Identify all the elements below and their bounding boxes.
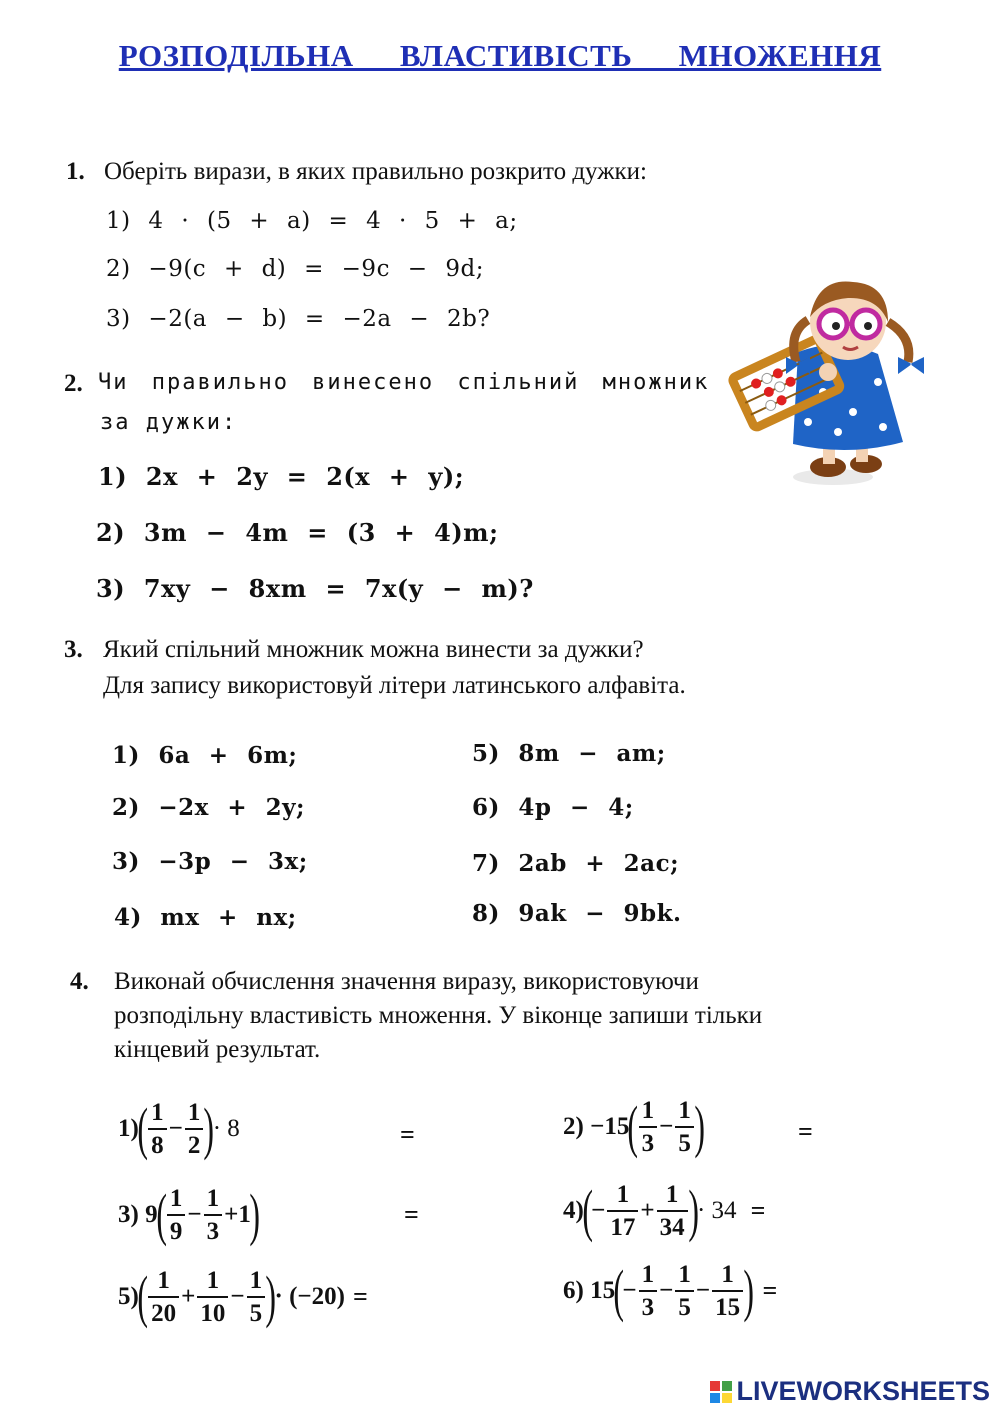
numerator: 1: [169, 1185, 183, 1212]
logo-text: LIVEWORKSHEETS: [736, 1376, 990, 1406]
answer-field-2[interactable]: =: [798, 1117, 813, 1146]
operator: +: [640, 1197, 655, 1224]
logo-square: [722, 1393, 732, 1403]
denominator: 5: [675, 1290, 694, 1320]
fraction: [639, 1098, 658, 1156]
answer-field-4[interactable]: =: [750, 1196, 766, 1225]
q4-text-line3: кінцевий результат.: [114, 1036, 321, 1063]
right-paren: ): [265, 1264, 277, 1329]
fraction: [657, 1182, 688, 1240]
expr5-label: 5): [118, 1283, 139, 1310]
expr3-label: 3) 9: [118, 1201, 158, 1228]
right-paren: ): [249, 1182, 260, 1247]
denominator: 3: [639, 1126, 658, 1156]
answer-field-5[interactable]: =: [352, 1282, 368, 1311]
q3-item-4: 4) mx + nx;: [114, 904, 297, 931]
logo-icon: [710, 1381, 732, 1403]
logo-square: [710, 1393, 720, 1403]
operator: −: [695, 1277, 711, 1304]
right-paren: ): [203, 1096, 215, 1161]
q1-item-2: 2) −9(c + d) = −9c − 9d;: [106, 256, 484, 282]
q3-text-line2: Для запису використовуй літери латинського алфавіта.: [103, 672, 686, 699]
liveworksheets-logo[interactable]: [710, 1376, 990, 1407]
left-paren: (: [137, 1096, 148, 1161]
denominator: 3: [204, 1214, 223, 1244]
fraction: [639, 1262, 658, 1320]
q2-item-1: 1) 2x + 2y = 2(x + y);: [98, 462, 465, 491]
denominator: 2: [185, 1128, 204, 1158]
operator: −: [168, 1115, 183, 1142]
q3-item-8: 8) 9ak − 9bk.: [472, 900, 682, 927]
q3-item-1: 1) 6a + 6m;: [112, 742, 298, 769]
answer-field-6[interactable]: =: [762, 1276, 778, 1305]
numerator: 1: [641, 1261, 655, 1288]
numerator: 1: [641, 1097, 655, 1124]
q4-expression-1: [118, 1096, 240, 1161]
q3-item-6: 6) 4p − 4;: [472, 794, 634, 821]
denominator: 9: [167, 1214, 186, 1244]
minus-sign: −: [591, 1197, 606, 1224]
numerator: 1: [678, 1097, 691, 1124]
numerator: 1: [206, 1267, 220, 1294]
fraction: [204, 1186, 223, 1244]
fraction: [185, 1100, 204, 1158]
q4-expression-2: [563, 1094, 705, 1159]
numerator: 1: [678, 1261, 691, 1288]
answer-field-1[interactable]: =: [400, 1120, 415, 1149]
q3-item-5: 5) 8m − am;: [472, 740, 666, 767]
fraction: [167, 1186, 186, 1244]
q4-expression-6: [563, 1258, 778, 1323]
operator: −: [230, 1283, 245, 1310]
numerator: 1: [721, 1261, 734, 1288]
page-title: РОЗПОДІЛЬНА ВЛАСТИВІСТЬ МНОЖЕННЯ: [118, 38, 882, 73]
fraction: [247, 1268, 266, 1326]
denominator: 34: [657, 1210, 688, 1240]
fraction: [675, 1262, 694, 1320]
denominator: 5: [675, 1126, 694, 1156]
fraction: [148, 1268, 179, 1326]
left-paren: (: [627, 1094, 639, 1159]
expr1-label: 1): [118, 1115, 139, 1142]
fraction: [148, 1100, 167, 1158]
fraction: [607, 1182, 638, 1240]
answer-field-3[interactable]: =: [404, 1200, 419, 1229]
numerator: 1: [616, 1181, 630, 1208]
girl-with-abacus-illustration: [728, 262, 943, 487]
right-paren: ): [694, 1094, 705, 1159]
denominator: 5: [247, 1296, 266, 1326]
expr6-label: 6) 15: [563, 1277, 616, 1304]
left-paren: (: [137, 1264, 148, 1329]
q4-number: 4.: [70, 968, 89, 995]
fraction: [197, 1268, 228, 1326]
operator: −: [659, 1113, 674, 1140]
fraction: [712, 1262, 743, 1320]
denominator: 10: [197, 1296, 228, 1326]
q2-item-3: 3) 7xy − 8xm = 7x(y − m)?: [96, 574, 534, 603]
expr4-tail: · 34: [696, 1197, 737, 1224]
q1-item-3: 3) −2(a − b) = −2a − 2b?: [106, 306, 491, 332]
q3-number: 3.: [64, 636, 83, 663]
operator: +: [181, 1283, 196, 1310]
q2-text-line1: Чи правильно винесено спільний множник: [98, 370, 710, 395]
left-paren: (: [613, 1258, 625, 1323]
numerator: 1: [206, 1185, 220, 1212]
numerator: 1: [249, 1267, 263, 1294]
logo-square: [710, 1381, 720, 1391]
fraction: [675, 1098, 694, 1156]
expr3-tail: +1: [224, 1201, 251, 1228]
expr5-tail: · (−20): [274, 1283, 345, 1310]
expr1-tail: · 8: [212, 1115, 240, 1142]
denominator: 3: [639, 1290, 658, 1320]
q2-number: 2.: [64, 370, 83, 397]
operator: −: [659, 1277, 674, 1304]
denominator: 17: [607, 1210, 638, 1240]
right-paren: ): [743, 1258, 755, 1323]
expr4-label: 4): [563, 1197, 584, 1224]
q4-expression-5: [118, 1264, 368, 1329]
right-paren: ): [688, 1178, 699, 1243]
q4-expression-3: [118, 1182, 260, 1247]
left-paren: (: [582, 1178, 593, 1243]
logo-square: [722, 1381, 732, 1391]
denominator: 15: [712, 1290, 743, 1320]
expr2-label: 2) −15: [563, 1113, 630, 1140]
q3-item-3: 3) −3p − 3x;: [112, 848, 308, 875]
operator: −: [187, 1201, 202, 1228]
denominator: 8: [148, 1128, 167, 1158]
minus-sign: −: [622, 1277, 637, 1304]
numerator: 1: [665, 1181, 679, 1208]
q3-item-7: 7) 2ab + 2ac;: [472, 850, 680, 877]
numerator: 1: [187, 1099, 201, 1126]
q1-number: 1.: [66, 158, 85, 185]
numerator: 1: [157, 1267, 170, 1294]
q2-item-2: 2) 3m − 4m = (3 + 4)m;: [96, 518, 499, 547]
q3-item-2: 2) −2x + 2y;: [112, 794, 306, 821]
q1-item-1: 1) 4 · (5 + a) = 4 · 5 + a;: [106, 208, 518, 234]
q3-text-line1: Який спільний множник можна винести за дужки?: [103, 636, 644, 663]
denominator: 20: [148, 1296, 179, 1326]
q2-text-line2: за дужки:: [100, 410, 238, 435]
q4-text-line2: розподільну властивість множення. У віконце запиши тільки: [114, 1002, 763, 1029]
q4-expression-4: [563, 1178, 766, 1243]
q1-text: Оберіть вирази, в яких правильно розкрито дужки:: [104, 158, 647, 185]
left-paren: (: [155, 1182, 167, 1247]
q4-text-line1: Виконай обчислення значення виразу, використовуючи: [114, 968, 699, 995]
numerator: 1: [151, 1099, 164, 1126]
